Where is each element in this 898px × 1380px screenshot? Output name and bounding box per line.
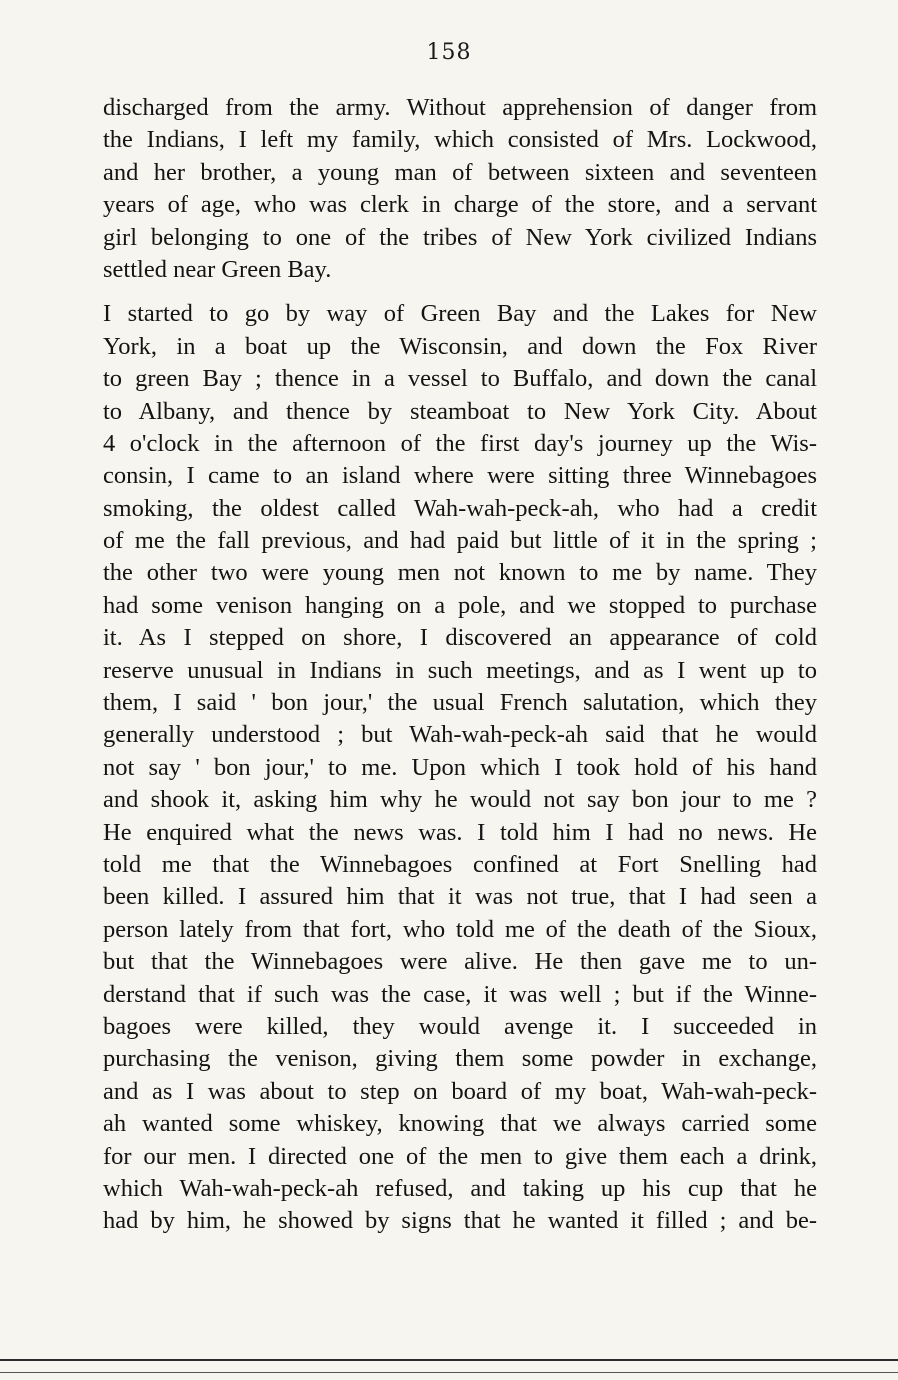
bottom-scan-edge	[0, 1359, 898, 1361]
text-line: reserve unusual in Indians in such meetings, and as I went up to	[103, 656, 817, 684]
text-line: the other two were young men not known to me by name. They	[103, 559, 817, 587]
text-line: but that the Winnebagoes were alive. He then gave me to un-	[103, 948, 817, 976]
text-line: ah wanted some whiskey, knowing that we always carried some	[103, 1110, 817, 1138]
page-number: 158	[426, 40, 472, 65]
text-line: told me that the Winnebagoes confined at Fort Snelling had	[103, 850, 817, 878]
text-line: York, in a boat up the Wisconsin, and down the Fox River	[103, 332, 817, 360]
text-line: to green Bay ; thence in a vessel to Buffalo, and down the canal	[103, 365, 817, 393]
text-line: smoking, the oldest called Wah-wah-peck-ah, who had a credit	[103, 494, 817, 522]
text-line: it. As I stepped on shore, I discovered an appearance of cold	[103, 624, 817, 652]
text-line: derstand that if such was the case, it was well ; but if the Winne-	[103, 980, 817, 1008]
text-line: consin, I came to an island where were sitting three Winnebagoes	[103, 462, 817, 490]
text-line: discharged from the army. Without apprehension of danger from	[103, 94, 817, 121]
text-line: not say ' bon jour,' to me. Upon which I took hold of his hand	[103, 753, 817, 781]
bottom-scan-edge-thin	[0, 1372, 898, 1373]
text-line: years of age, who was clerk in charge of the store, and a servant	[103, 191, 817, 219]
text-line: been killed. I assured him that it was not true, that I had seen a	[103, 883, 817, 911]
text-line: purchasing the venison, giving them some powder in exchange,	[103, 1045, 817, 1073]
text-line: bagoes were killed, they would avenge it. I succeeded in	[103, 1012, 817, 1040]
text-line: I started to go by way of Green Bay and the Lakes for New	[103, 300, 817, 328]
text-line: for our men. I directed one of the men to give them each a drink,	[103, 1142, 817, 1170]
text-line: person lately from that fort, who told me of the death of the Sioux,	[103, 915, 817, 943]
text-line: 4 o'clock in the afternoon of the first day's journey up the Wis-	[103, 429, 817, 457]
text-line: had some venison hanging on a pole, and we stopped to purchase	[103, 591, 817, 619]
text-line: which Wah-wah-peck-ah refused, and taking up his cup that he	[103, 1174, 817, 1202]
text-line: He enquired what the news was. I told him I had no news. He	[103, 818, 817, 846]
text-line: them, I said ' bon jour,' the usual French salutation, which they	[103, 689, 817, 717]
text-line: had by him, he showed by signs that he wanted it filled ; and be-	[103, 1207, 817, 1235]
text-line: generally understood ; but Wah-wah-peck-ah said that he would	[103, 721, 817, 749]
text-line: settled near Green Bay.	[103, 255, 332, 283]
paragraph-2	[103, 298, 817, 1237]
body-text	[103, 92, 817, 1238]
text-line: of me the fall previous, and had paid but little of it in the spring ;	[103, 527, 817, 555]
text-line: and as I was about to step on board of my boat, Wah-wah-peck-	[103, 1077, 817, 1105]
text-line: the Indians, I left my family, which consisted of Mrs. Lockwood,	[103, 126, 817, 154]
paragraph-1	[103, 92, 817, 286]
text-line: girl belonging to one of the tribes of New York civilized Indians	[103, 223, 817, 251]
text-line: to Albany, and thence by steamboat to New York City. About	[103, 397, 817, 425]
text-line: and shook it, asking him why he would not say bon jour to me ?	[103, 786, 817, 814]
text-line: and her brother, a young man of between sixteen and seventeen	[103, 158, 817, 186]
